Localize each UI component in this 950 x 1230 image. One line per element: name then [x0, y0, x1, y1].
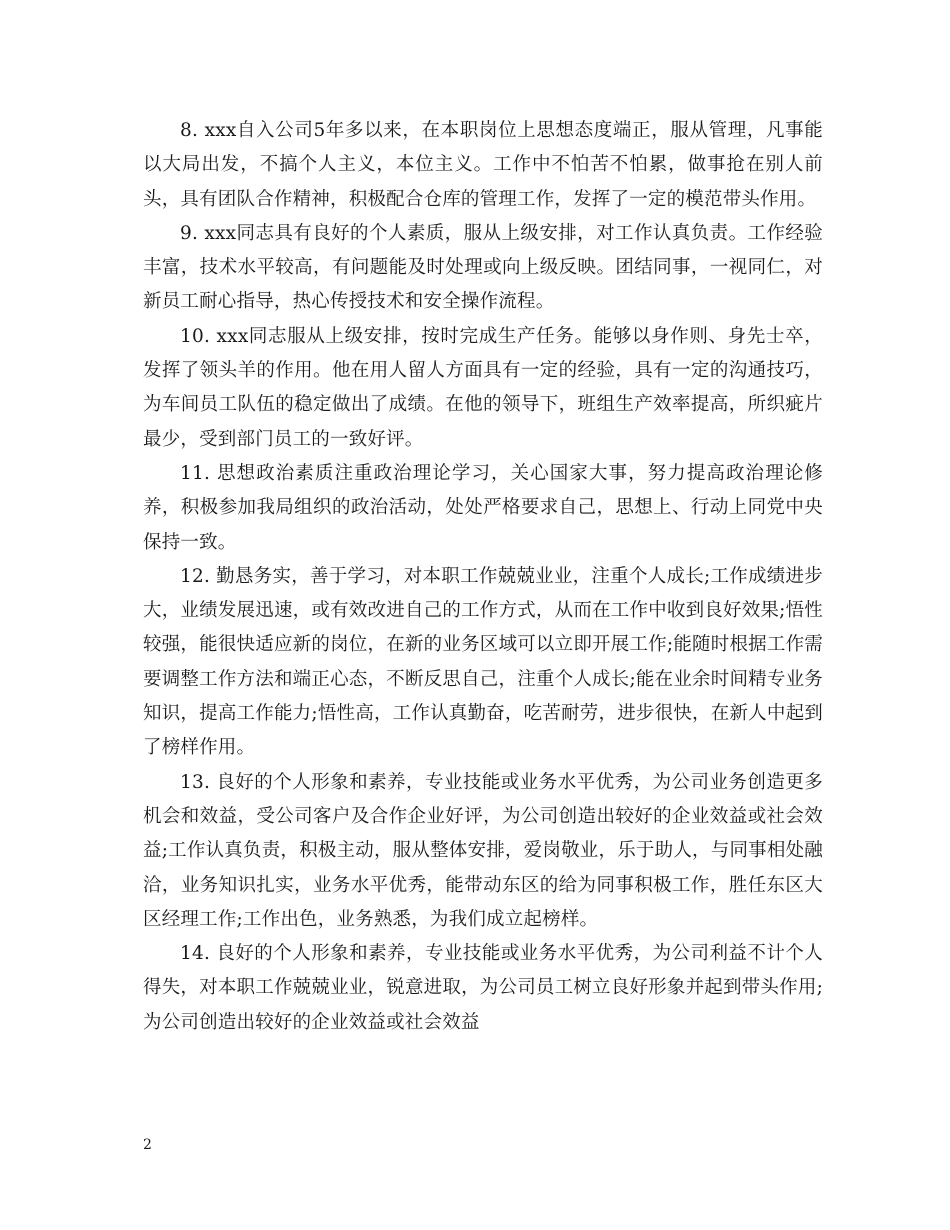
paragraph-10: 10. xxx同志服从上级安排，按时完成生产任务。能够以身作则、身先士卒，发挥了领头羊的作用。他在用人留人方面具有一定的经验，具有一定的沟通技巧，为车间员工队伍的稳定做出了成绩。在他的领导下，班组生产效率提高，所织疵片最少，受到部门员工的一致好评。 — [143, 325, 823, 450]
paragraph-11: 11. 思想政治素质注重政治理论学习，关心国家大事，努力提高政治理论修养，积极参加我局组织的政治活动，处处严格要求自己，思想上、行动上同党中央保持一致。 — [143, 462, 823, 553]
paragraph-12: 12. 勤恳务实，善于学习，对本职工作兢兢业业，注重个人成长;工作成绩进步大，业绩发展迅速，或有效改进自己的工作方式，从而在工作中收到良好效果;悟性较强，能很快适应新的岗位，在新的业务区域可以立即开展工作;能随时根据工作需要调整工作方法和端正心态，不断反思自己，注重个人成长;能在业余时间精专业务知识，提高工作能力;悟性高，工作认真勤奋，吃苦耐劳，进步很快，在新人中起到了榜样作用。 — [143, 565, 823, 759]
page-number: 2 — [143, 1137, 152, 1153]
paragraph-9: 9. xxx同志具有良好的个人素质，服从上级安排，对工作认真负责。工作经验丰富，技术水平较高，有问题能及时处理或向上级反映。团结同事，一视同仁，对新员工耐心指导，热心传授技术和安全操作流程。 — [143, 222, 823, 313]
paragraph-14: 14. 良好的个人形象和素养，专业技能或业务水平优秀，为公司利益不计个人得失，对本职工作兢兢业业，锐意进取，为公司员工树立良好形象并起到带头作用;为公司创造出较好的企业效益或社会效益 — [143, 943, 823, 1033]
document-body — [143, 114, 823, 1040]
paragraph-8: 8. xxx自入公司5年多以来，在本职岗位上思想态度端正，服从管理，凡事能以大局出发，不搞个人主义，本位主义。工作中不怕苦不怕累，做事抢在别人前头，具有团队合作精神，积极配合仓库的管理工作，发挥了一定的模范带头作用。 — [143, 120, 823, 210]
paragraph-13: 13. 良好的个人形象和素养，专业技能或业务水平优秀，为公司业务创造更多机会和效益，受公司客户及合作企业好评，为公司创造出较好的企业效益或社会效益;工作认真负责，积极主动，服从整体安排，爱岗敬业，乐于助人，与同事相处融洽，业务知识扎实，业务水平优秀，能带动东区的给为同事积极工作，胜任东区大区经理工作;工作出色，业务熟悉，为我们成立起榜样。 — [143, 771, 823, 930]
